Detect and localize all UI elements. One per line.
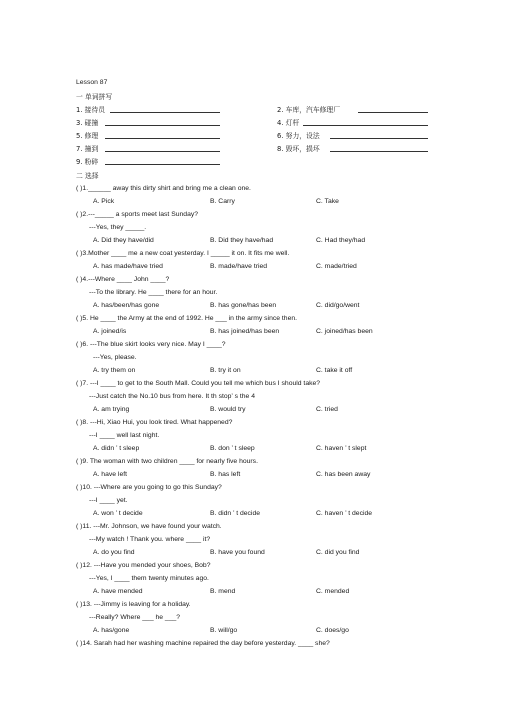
- spelling-label: 8. 毁坏，损坏: [277, 145, 320, 153]
- option-c[interactable]: C. take it off: [316, 367, 353, 374]
- question-stem: ( )14. Sarah had her washing machine repaired the day before yesterday. ____ she?: [76, 640, 330, 647]
- options-row: [0, 586, 505, 598]
- spelling-row: [0, 143, 505, 155]
- option-c[interactable]: C. joined/has been: [316, 328, 373, 335]
- answer-blank[interactable]: [303, 125, 428, 126]
- section2-heading: 二 选择: [76, 172, 99, 180]
- option-c[interactable]: C. mended: [316, 588, 350, 595]
- question-dialog: ---Just catch the No.10 bus from here. It th stop’ s the 4: [89, 393, 255, 400]
- option-b[interactable]: B. have you found: [210, 549, 265, 556]
- question-dialog: ---Really? Where ___ he ___?: [89, 614, 181, 621]
- question-stem: ( )2.---_____ a sports meet last Sunday?: [76, 211, 199, 218]
- question-stem: ( )12. ---Have you mended your shoes, Bob?: [76, 562, 211, 569]
- option-a[interactable]: A. Did they have/did: [93, 237, 154, 244]
- options-row: [0, 326, 505, 338]
- answer-blank[interactable]: [330, 138, 428, 139]
- option-a[interactable]: A. has/been/has gone: [93, 302, 160, 309]
- question-stem: ( )8. ---Hi, Xiao Hui, you look tired. What happened?: [76, 419, 233, 426]
- option-c[interactable]: C. tried: [316, 406, 338, 413]
- question-stem: ( )13. ---Jimmy is leaving for a holiday.: [76, 601, 191, 608]
- question-stem: ( )11. ---Mr. Johnson, we have found your watch.: [76, 523, 222, 530]
- option-a[interactable]: A. didn ’ t sleep: [93, 445, 140, 452]
- question-stem: ( )4.---Where ____ John ____?: [76, 276, 170, 283]
- option-c[interactable]: C. did/go/went: [316, 302, 360, 309]
- option-b[interactable]: B. Did they have/had: [210, 237, 274, 244]
- question-dialog: ---My watch ! Thank you. where ____ it?: [89, 536, 211, 543]
- question-dialog: ---Yes, I ____ them twenty minutes ago.: [89, 575, 209, 582]
- options-row: [0, 365, 505, 377]
- answer-blank[interactable]: [330, 151, 428, 152]
- answer-blank[interactable]: [105, 151, 220, 152]
- question-stem: ( )10. ---Where are you going to go this Sunday?: [76, 484, 222, 491]
- option-c[interactable]: C. did you find: [316, 549, 360, 556]
- question-dialog: ---To the library. He ____ there for an hour.: [89, 289, 218, 296]
- option-c[interactable]: C. haven ’ t decide: [316, 510, 373, 517]
- spelling-row: [0, 117, 505, 129]
- question-dialog: ---I ____ well last night.: [89, 432, 160, 439]
- option-b[interactable]: B. didn ’ t decide: [210, 510, 261, 517]
- option-a[interactable]: A. has/gone: [93, 627, 130, 634]
- option-b[interactable]: B. will/go: [210, 627, 238, 634]
- answer-blank[interactable]: [105, 125, 220, 126]
- spelling-row: [0, 156, 505, 168]
- option-c[interactable]: C. Had they/had: [316, 237, 366, 244]
- option-a[interactable]: A. has made/have tried: [93, 263, 163, 270]
- spelling-label: 1. 接待员: [76, 106, 106, 114]
- options-row: [0, 469, 505, 481]
- option-c[interactable]: C. does/go: [316, 627, 349, 634]
- option-c[interactable]: C. haven ’ t slept: [316, 445, 367, 452]
- option-b[interactable]: B. would try: [210, 406, 246, 413]
- options-row: [0, 443, 505, 455]
- section1-heading-line: [0, 91, 505, 103]
- options-row: [0, 261, 505, 273]
- option-b[interactable]: B. mend: [210, 588, 236, 595]
- option-a[interactable]: A. won ’ t decide: [93, 510, 143, 517]
- option-b[interactable]: B. Carry: [210, 198, 235, 205]
- option-a[interactable]: A. Pick: [93, 198, 115, 205]
- option-b[interactable]: B. made/have tried: [210, 263, 268, 270]
- spelling-label: 6. 努力，设法: [277, 132, 320, 140]
- option-b[interactable]: B. has joined/has been: [210, 328, 280, 335]
- question-stem: ( )1.______ away this dirty shirt and bring me a clean one.: [76, 185, 251, 192]
- option-b[interactable]: B. try it on: [210, 367, 241, 374]
- option-c[interactable]: C. Take: [316, 198, 339, 205]
- options-row: [0, 547, 505, 559]
- question-dialog: ---Yes, please.: [93, 354, 137, 361]
- options-row: [0, 404, 505, 416]
- spelling-row: [0, 104, 505, 116]
- question-dialog: ---Yes, they _____.: [89, 224, 147, 231]
- section1-heading: 一 单词拼写: [76, 93, 113, 101]
- option-b[interactable]: B. has gone/has been: [210, 302, 277, 309]
- spelling-label: 7. 撞到: [76, 145, 99, 153]
- option-c[interactable]: C. made/tried: [316, 263, 357, 270]
- answer-blank[interactable]: [110, 112, 220, 113]
- options-row: [0, 508, 505, 520]
- option-a[interactable]: A. am trying: [93, 406, 130, 413]
- option-a[interactable]: A. joined/is: [93, 328, 127, 335]
- answer-blank[interactable]: [105, 164, 220, 165]
- option-b[interactable]: B. don ’ t sleep: [210, 445, 255, 452]
- question-stem: ( )5. He ____ the Army at the end of 1992. He ___ in the army since then.: [76, 315, 298, 322]
- option-a[interactable]: A. do you find: [93, 549, 135, 556]
- options-row: [0, 235, 505, 247]
- spelling-label: 4. 灯杆: [277, 119, 300, 127]
- spelling-label: 3. 碰撞: [76, 119, 99, 127]
- spelling-row: [0, 130, 505, 142]
- option-b[interactable]: B. has left: [210, 471, 241, 478]
- options-row: [0, 625, 505, 637]
- spelling-label: 5. 修理: [76, 132, 99, 140]
- lesson-title-line: [0, 77, 505, 89]
- answer-blank[interactable]: [358, 112, 428, 113]
- answer-blank[interactable]: [105, 138, 220, 139]
- spelling-label: 9. 粉碎: [76, 158, 99, 166]
- options-row: [0, 300, 505, 312]
- option-c[interactable]: C. has been away: [316, 471, 371, 478]
- question-dialog: ---I ____ yet.: [89, 497, 128, 504]
- question-stem: ( )3.Mother ____ me a new coat yesterday. I _____ it on. It fits me well.: [76, 250, 290, 257]
- question-stem: ( )9. The woman with two children ____ for nearly five hours.: [76, 458, 258, 465]
- option-a[interactable]: A. have left: [93, 471, 128, 478]
- options-row: [0, 196, 505, 208]
- option-a[interactable]: A. try them on: [93, 367, 136, 374]
- section2-heading-line: [0, 170, 505, 182]
- option-a[interactable]: A. have mended: [93, 588, 143, 595]
- lesson-title: Lesson 87: [76, 79, 108, 86]
- question-stem: ( )7. ---I ____ to get to the South Mall. Could you tell me which bus I should take?: [76, 380, 321, 387]
- question-stem: ( )6. ---The blue skirt looks very nice. May I ____?: [76, 341, 226, 348]
- spelling-label: 2. 车库，汽车修理厂: [277, 106, 341, 114]
